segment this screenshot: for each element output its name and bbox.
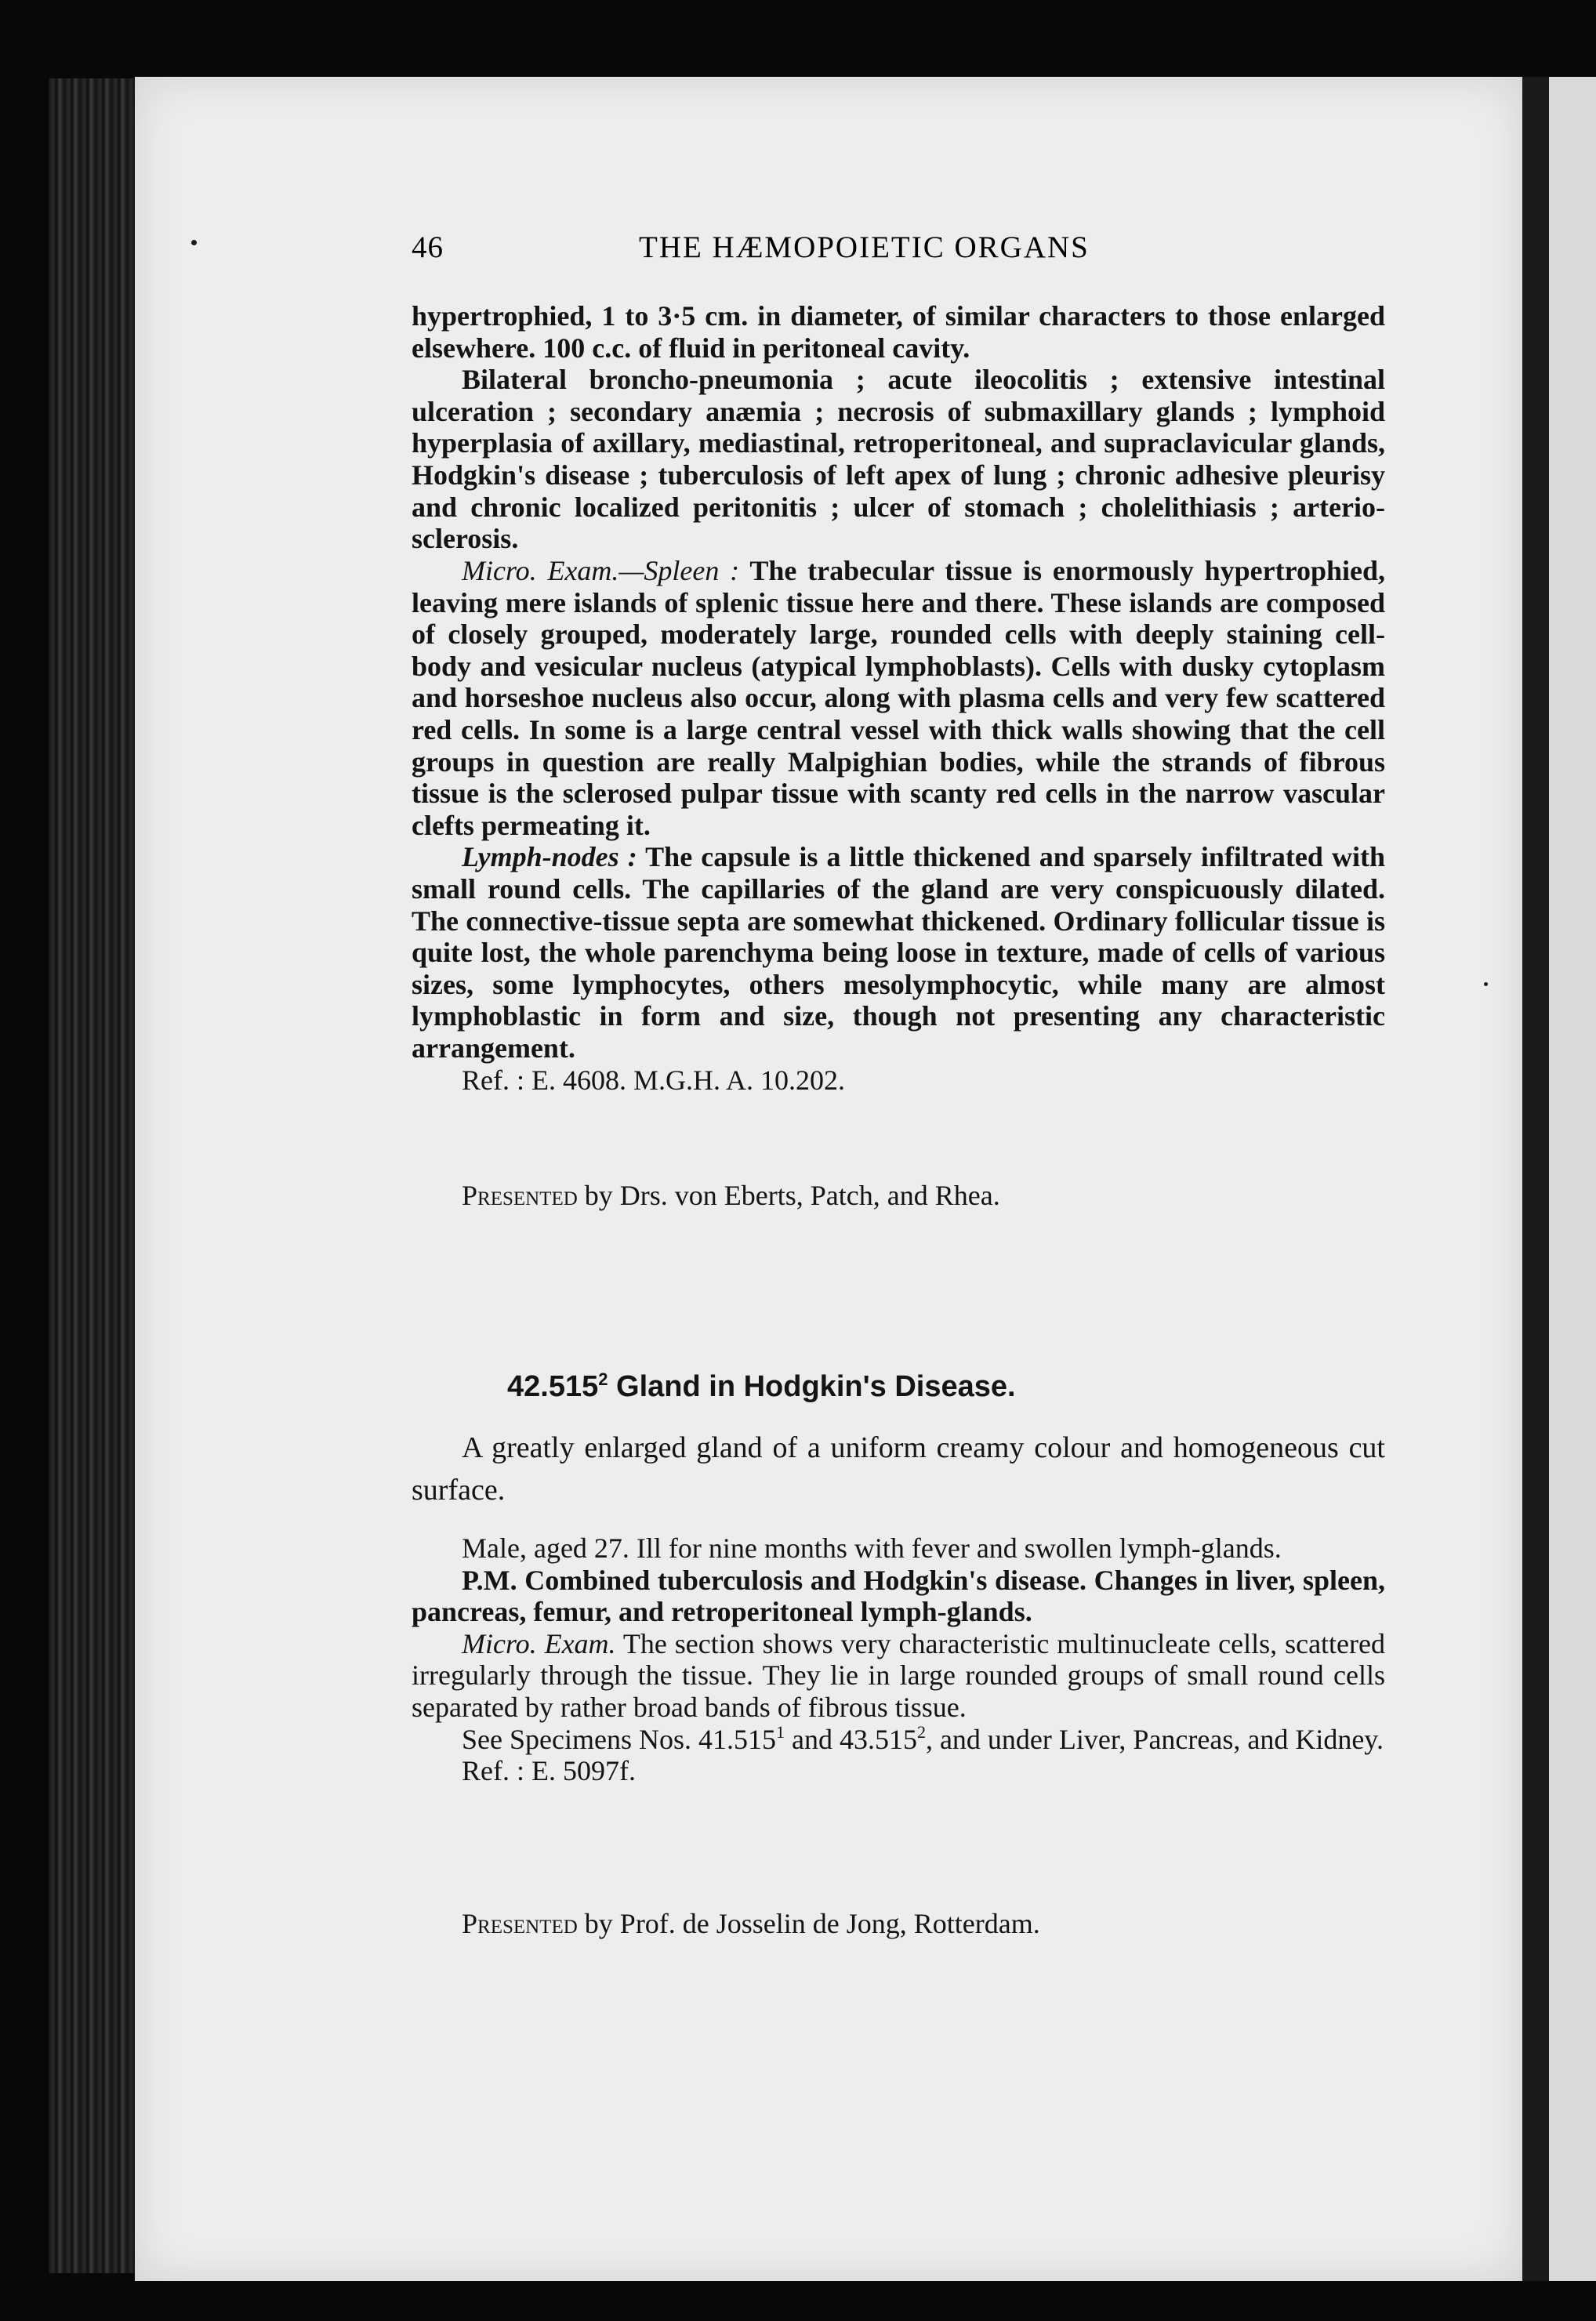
presented-word-2: Presented — [462, 1908, 578, 1939]
micro-exam-label-2: Micro. Exam. — [462, 1627, 616, 1659]
book-binding-edge — [49, 78, 136, 2273]
history-text: Male, aged 27. Ill for nine months with fever and swollen lymph-glands. — [462, 1532, 1282, 1564]
diagnosis-paragraph: Bilateral broncho-pneumonia ; acute ileocolitis ; extensive intestinal ulceration ; secondary anæmia ; necrosis of submaxillary glands ; lymphoid hyperplasia of axillary, mediastinal, retroperitoneal, and supraclavicular glands, Hodgkin's disease ; tuberculosis of left apex of lung ; chronic adhesive pleurisy and chronic localized peritonitis ; ulcer of stomach ; cholelithiasis ; arterio-sclerosis. — [412, 364, 1385, 555]
continued-summary — [412, 300, 1385, 555]
see-sup-1: 1 — [775, 1721, 785, 1742]
page-header — [412, 230, 1385, 277]
specimen-heading — [507, 1370, 1016, 1404]
lymph-nodes-label: Lymph-nodes : — [462, 841, 637, 873]
specimen-number-sup: 2 — [598, 1369, 608, 1389]
film-speck — [191, 240, 197, 245]
reference-line: Ref. : E. 4608. M.G.H. A. 10.202. — [462, 1064, 845, 1096]
see-sup-2: 2 — [916, 1721, 926, 1742]
lymph-nodes-text: The capsule is a little thickened and sparsely infiltrated with small round cells. The capillaries of the gland are very conspicuously dilated. The connective-tissue septa are somewhat thickened. Ordinary follicular tissue is quite lost, the whole parenchyma being loose in texture, made of cells of various sizes, some lymphocytes, others mesolymphocytic, while many are almost lymphoblastic in form and size, though not presenting any characteristic arrangement. — [412, 841, 1385, 1064]
micro-exam-spleen — [412, 555, 1385, 1096]
postmortem-text: P.M. Combined tuberculosis and Hodgkin's disease. Changes in liver, spleen, pancreas, femur, and retroperitoneal lymph-glands. — [412, 1564, 1385, 1628]
page-number: 46 — [412, 230, 444, 264]
see-part-a: See Specimens Nos. 41.515 — [462, 1723, 776, 1755]
presented-names: by Drs. von Eberts, Patch, and Rhea. — [577, 1180, 1000, 1211]
running-title: THE HÆMOPOIETIC ORGANS — [639, 230, 1090, 264]
film-speck — [1484, 982, 1488, 986]
see-part-b: and 43.515 — [784, 1723, 917, 1755]
summary-lines: hypertrophied, 1 to 3·5 cm. in diameter, of similar characters to those enlarged elsewhere. 100 c.c. of fluid in peritoneal cavity. — [412, 300, 1385, 364]
description-text: A greatly enlarged gland of a uniform creamy colour and homogeneous cut surface. — [412, 1431, 1385, 1507]
see-specimens-line — [412, 1721, 1385, 1756]
specimen-title: Gland in Hodgkin's Disease. — [616, 1370, 1016, 1403]
micro-exam-text-2: The section shows very characteristic multinucleate cells, scattered irregularly through the tissue. They lie in large rounded groups of small round cells separated by rather broad bands of fibrous tissue. — [412, 1627, 1385, 1723]
specimen-number: 42.515 — [507, 1370, 599, 1403]
page-gutter-shadow — [1522, 77, 1549, 2281]
presented-names-2: by Prof. de Josselin de Jong, Rotterdam. — [577, 1908, 1040, 1939]
see-part-c: , and under Liver, Pancreas, and Kidney. — [925, 1723, 1384, 1755]
spleen-text: The trabecular tissue is enormously hypertrophied, leaving mere islands of splenic tissue here and there. These islands are composed of closely grouped, moderately large, rounded cells with deeply staining cell-body and vesicular nucleus (atypical lymphoblasts). Cells with dusky cytoplasm and horseshoe nucleus also occur, along with plasma cells and very few scattered red cells. In some is a large central vessel with thick walls showing that the cell groups in question are really Malpighian bodies, while the strands of fibrous tissue is the sclerosed pulpar tissue with scanty red cells in the narrow vascular clefts permeating it. — [412, 555, 1385, 841]
presented-word: Presented — [462, 1180, 578, 1211]
presented-line-2 — [412, 1908, 1385, 1940]
specimen-description — [412, 1427, 1385, 1511]
reference-line-2: Ref. : E. 5097f. — [462, 1755, 636, 1787]
presented-line-1 — [412, 1180, 1385, 1212]
facing-page-edge — [1549, 77, 1596, 2281]
specimen-clinical — [412, 1532, 1385, 1787]
micro-exam-label: Micro. Exam.—Spleen : — [462, 555, 740, 586]
